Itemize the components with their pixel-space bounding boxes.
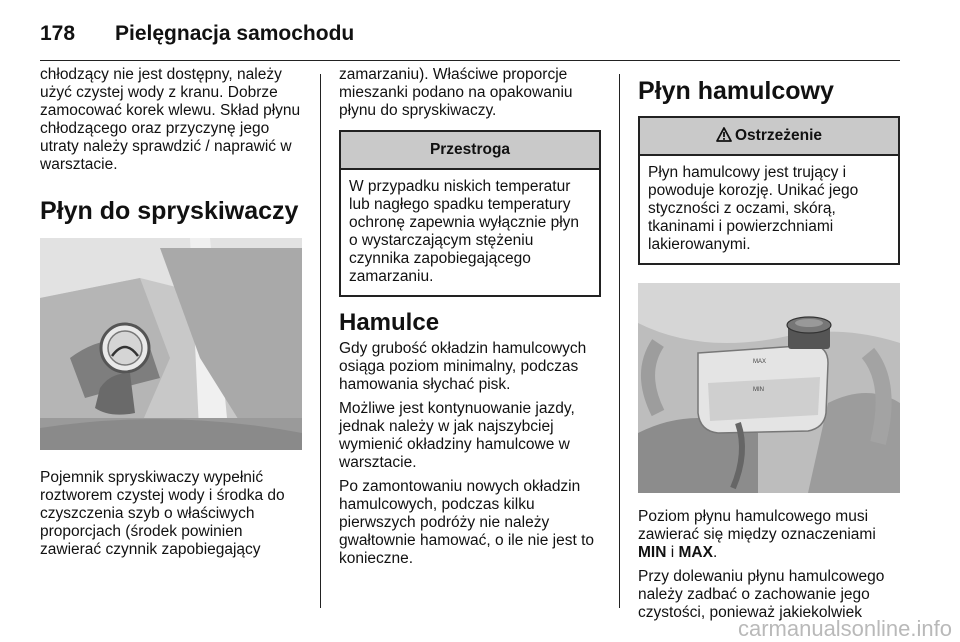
level-text-and: i <box>670 544 675 561</box>
level-text-end: . <box>712 544 718 561</box>
brakes-heading: Hamulce <box>339 309 440 336</box>
brake-fluid-level-text <box>638 508 900 562</box>
warning-triangle-icon <box>716 127 732 142</box>
max-mark-label: MAX <box>753 359 767 365</box>
page-title: Pielęgnacja samochodu <box>115 22 355 45</box>
warning-title: Ostrzeżenie <box>734 127 822 144</box>
min-label: MIN <box>638 544 667 561</box>
column-divider-1 <box>320 74 321 608</box>
column-1 <box>40 66 302 565</box>
page-number: 178 <box>40 22 76 45</box>
caution-box <box>339 130 601 297</box>
min-mark-label: MIN <box>753 387 764 393</box>
column-divider-2 <box>619 74 620 608</box>
column-3 <box>638 66 900 628</box>
washer-continued-text: zamarzaniu). Właściwe proporcje mieszanki podano na opakowaniu płynu do spryskiwaczy. <box>339 66 573 119</box>
caution-body: W przypadku niskich temperatur lub nagłego spadku temperatury ochronę zapewnia wyłącznie płyn o wystarczającym stężeniu czynnika zapobiegającego zamarzaniu. <box>349 178 580 285</box>
brakes-paragraph-3: Po zamontowaniu nowych okładzin hamulcowych, podczas kilku pierwszych podróży nie należy gwałtownie hamować, o ile nie jest to konieczne. <box>339 478 595 567</box>
brakes-paragraph-1: Gdy grubość okładzin hamulcowych osiąga poziom minimalny, podczas hamowania słychać pisk. <box>339 340 587 393</box>
warning-header <box>640 118 898 156</box>
header-divider <box>40 60 900 61</box>
caution-title: Przestroga <box>341 132 599 170</box>
watermark: carmanualsonline.info <box>737 616 952 641</box>
brake-fluid-reservoir-photo <box>638 283 900 493</box>
max-label: MAX <box>678 544 713 561</box>
brake-fluid-heading: Płyn hamulcowy <box>638 77 834 105</box>
washer-fluid-heading: Płyn do spryskiwaczy <box>40 197 299 225</box>
washer-reservoir-photo <box>40 238 302 450</box>
column-2 <box>339 66 601 574</box>
warning-box <box>638 116 900 265</box>
level-text-start: Poziom płynu hamulcowego musi zawierać się między oznaczeniami <box>638 508 876 543</box>
coolant-continued-text: chłodzący nie jest dostępny, należy użyć czystej wody z kranu. Dobrze zamocować korek wlewu. Skład płynu chłodzącego oraz przyczynę jego utraty należy sprawdzić / naprawić w warsztacie. <box>40 66 301 173</box>
warning-body: Płyn hamulcowy jest trujący i powoduje korozję. Unikać jego styczności z oczami, skórą, tkaninami i powierzchniami lakierowanymi. <box>648 164 859 253</box>
brakes-paragraph-2: Możliwe jest kontynuowanie jazdy, jednak należy w jak najszybciej wymienić okładziny hamulcowe w warsztacie. <box>339 400 575 471</box>
washer-fluid-caption: Pojemnik spryskiwaczy wypełnić roztworem czystej wody i środka do czyszczenia szyb o właściwych proporcjach (środek powinien zawierać czynnik zapobiegający <box>40 469 285 558</box>
brake-fluid-topup-text: Przy dolewaniu płynu hamulcowego należy zadbać o zachowanie jego czystości, ponieważ jakiekolwiek <box>638 568 885 621</box>
